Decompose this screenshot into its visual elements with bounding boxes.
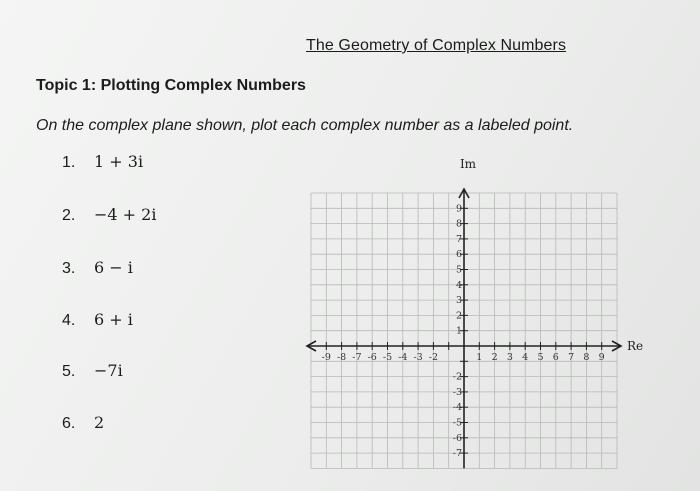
imaginary-tick-label: 8 bbox=[455, 218, 462, 230]
real-tick-label: -3 bbox=[413, 352, 423, 363]
problem-item bbox=[62, 205, 156, 225]
real-tick-label: -2 bbox=[428, 352, 439, 363]
topic-heading: Topic 1: Plotting Complex Numbers bbox=[36, 77, 306, 94]
problem-expression: 1 + 3i bbox=[94, 152, 144, 171]
imaginary-axis-label: Im bbox=[459, 157, 477, 171]
imaginary-tick-label: -5 bbox=[452, 417, 462, 429]
real-tick-label: -8 bbox=[336, 352, 347, 363]
real-tick-label: -5 bbox=[382, 352, 393, 363]
problem-expression: −4 + 2i bbox=[94, 205, 157, 224]
imaginary-tick-label: -7 bbox=[452, 448, 462, 460]
imaginary-tick-label: 1 bbox=[455, 325, 462, 337]
real-tick-label: 5 bbox=[537, 352, 544, 363]
imaginary-tick-label: 6 bbox=[455, 249, 462, 261]
problem-expression: 2 bbox=[94, 413, 105, 432]
real-tick-label: 6 bbox=[552, 352, 559, 363]
problem-number: 4. bbox=[62, 312, 76, 329]
imaginary-tick-label: 5 bbox=[455, 264, 462, 276]
imaginary-tick-label: 2 bbox=[455, 310, 462, 322]
real-tick-label: 2 bbox=[491, 352, 498, 363]
problem-number: 2. bbox=[62, 207, 76, 224]
problem-number: 3. bbox=[62, 260, 76, 277]
real-tick-label: -9 bbox=[321, 352, 331, 363]
imaginary-tick-label: -3 bbox=[452, 386, 462, 398]
problem-number: 1. bbox=[62, 154, 76, 171]
real-tick-label: 4 bbox=[522, 352, 529, 363]
problem-item bbox=[62, 413, 104, 433]
imaginary-tick-label: 9 bbox=[455, 203, 462, 215]
real-tick-label: 8 bbox=[583, 352, 590, 363]
real-tick-label: 1 bbox=[476, 352, 483, 363]
problem-item bbox=[62, 310, 133, 330]
imaginary-tick-label: 3 bbox=[455, 295, 462, 307]
real-tick-label: -6 bbox=[367, 352, 377, 363]
problem-item bbox=[62, 258, 133, 278]
imaginary-tick-label: -2 bbox=[452, 371, 462, 383]
problem-item bbox=[62, 361, 123, 381]
real-tick-label: 3 bbox=[506, 352, 513, 363]
document-title: The Geometry of Complex Numbers bbox=[306, 37, 567, 54]
complex-plane-graph[interactable] bbox=[300, 150, 680, 485]
real-axis-label: Re bbox=[627, 339, 644, 353]
imaginary-tick-label: 7 bbox=[455, 233, 462, 245]
real-tick-label: -4 bbox=[398, 352, 408, 363]
real-tick-label: 7 bbox=[568, 352, 575, 363]
imaginary-tick-label: -6 bbox=[452, 432, 462, 444]
instructions-text: On the complex plane shown, plot each complex number as a labeled point. bbox=[36, 117, 574, 134]
problem-item bbox=[62, 152, 143, 172]
imaginary-tick-label: -4 bbox=[452, 402, 462, 414]
imaginary-tick-label: 4 bbox=[455, 279, 462, 291]
real-tick-label: 9 bbox=[598, 352, 605, 363]
problem-number: 6. bbox=[62, 415, 76, 432]
problem-expression: −7i bbox=[94, 361, 123, 380]
problem-number: 5. bbox=[62, 363, 76, 380]
problem-expression: 6 − i bbox=[94, 258, 133, 277]
problem-expression: 6 + i bbox=[94, 310, 133, 329]
real-tick-label: -7 bbox=[352, 352, 362, 363]
